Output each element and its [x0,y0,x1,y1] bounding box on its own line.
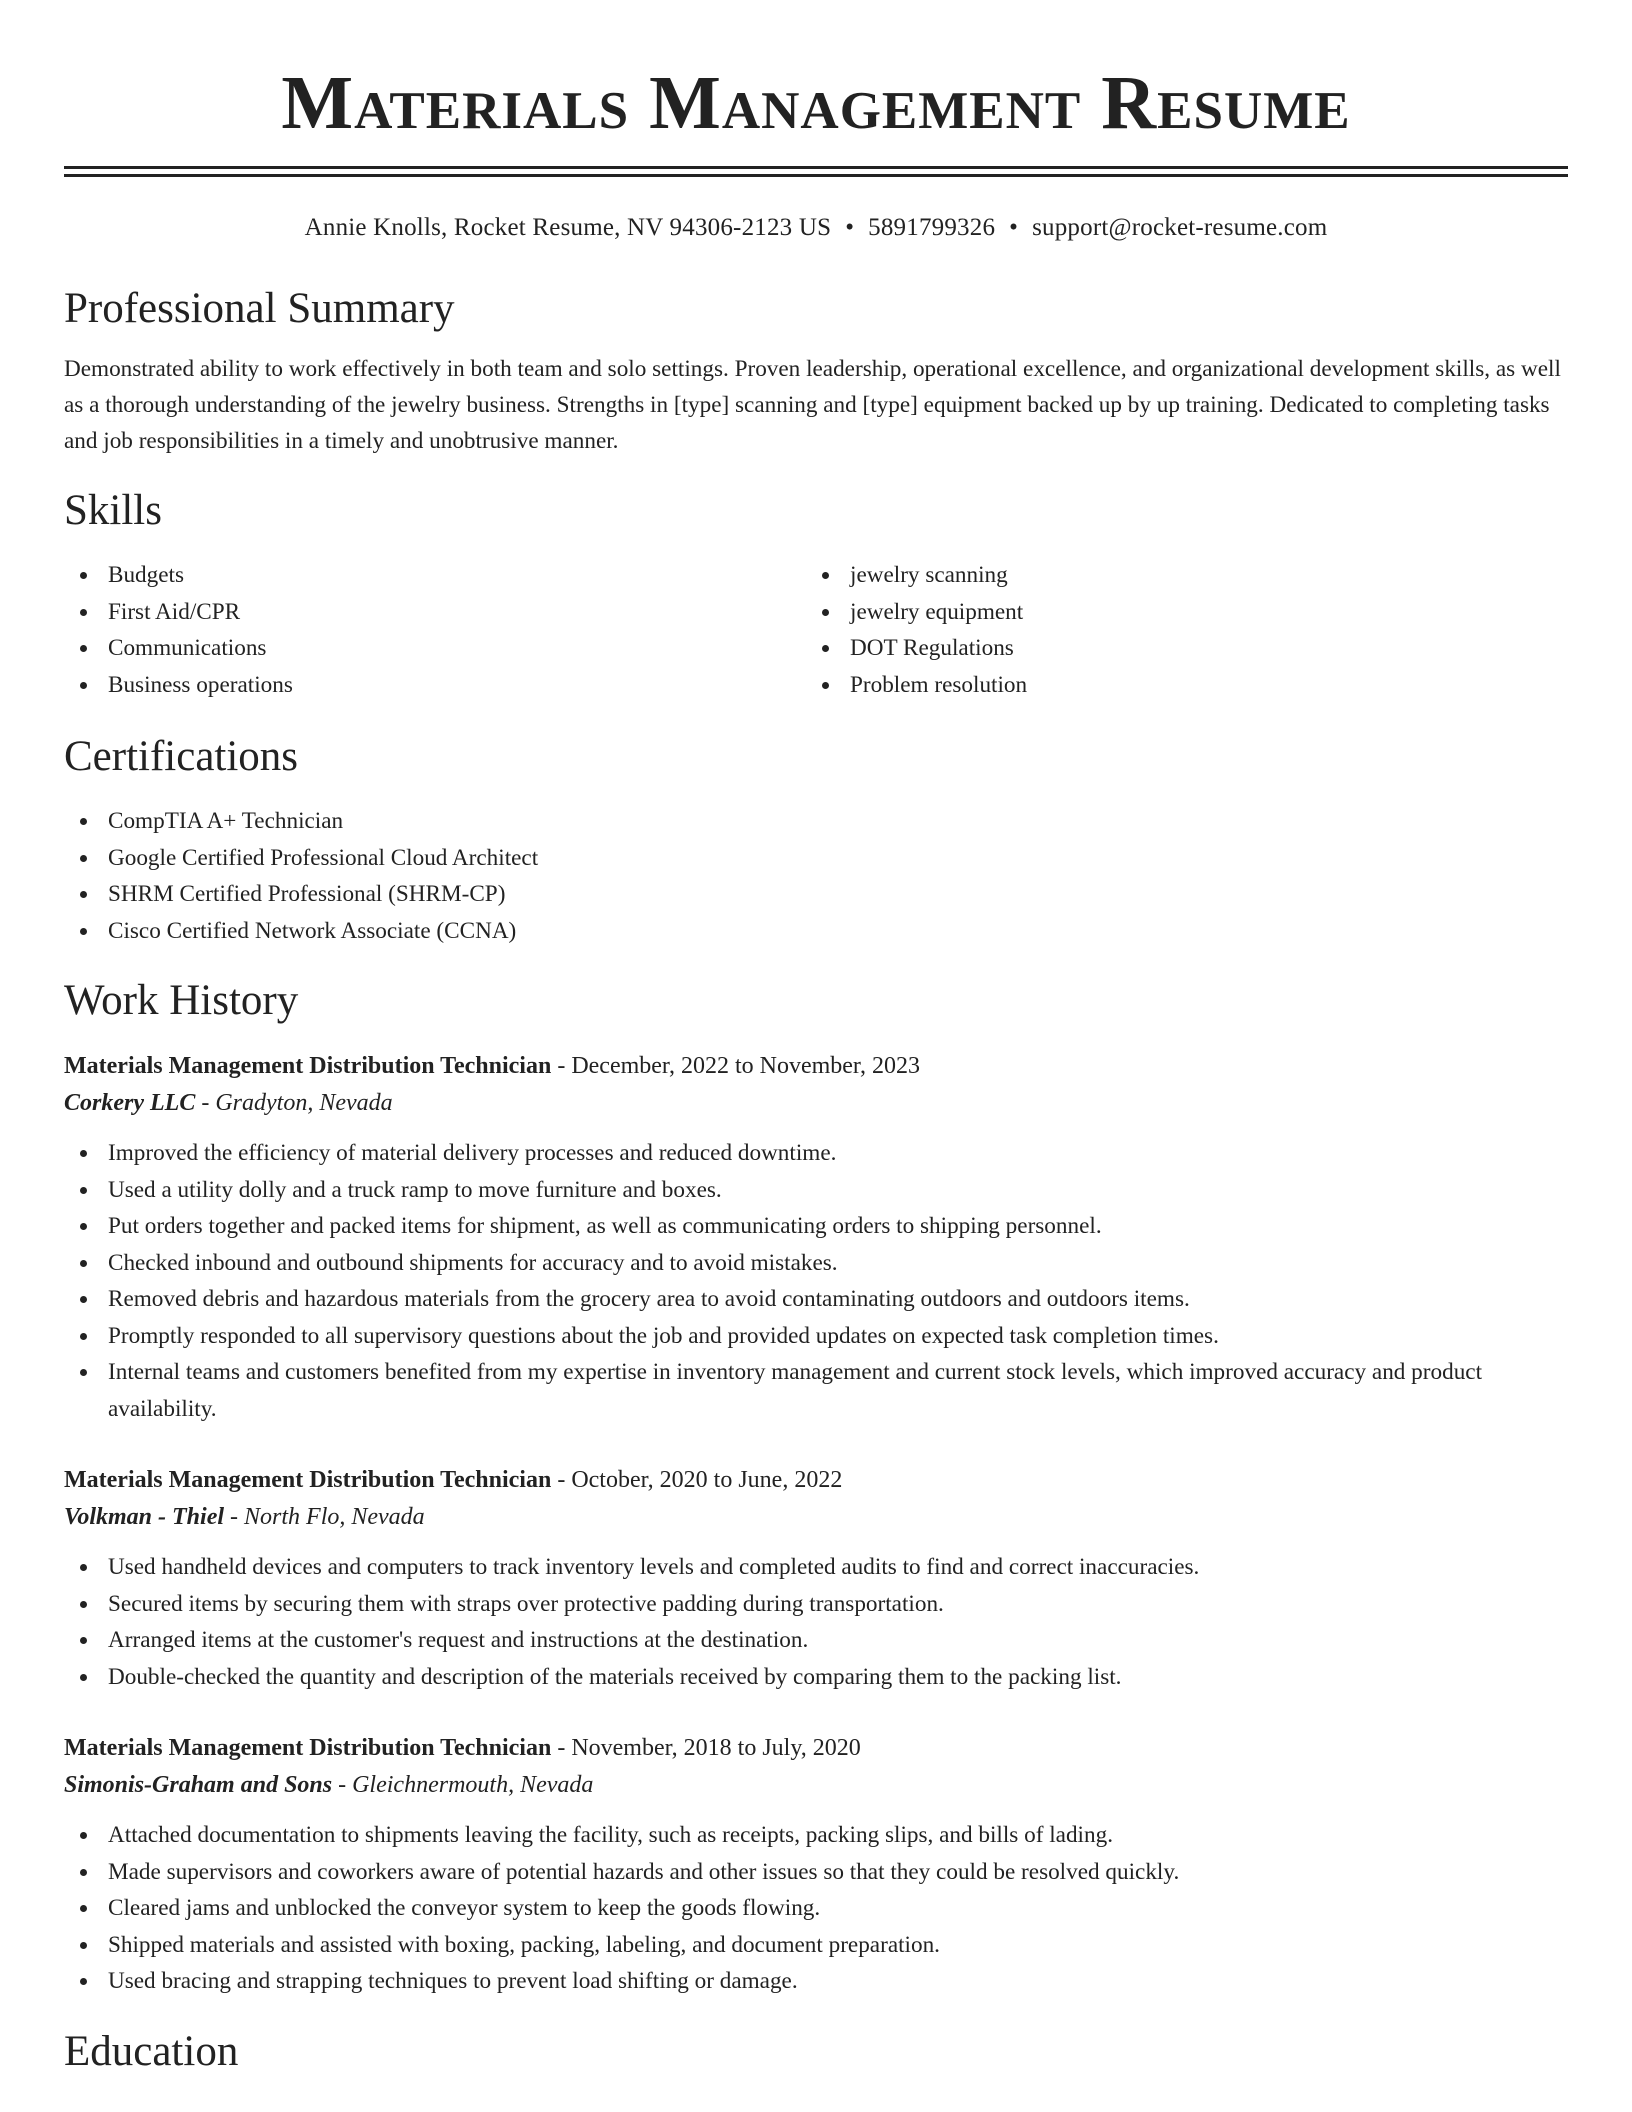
job-header [64,1049,1568,1083]
education-section [64,2026,1568,2078]
job-header [64,1463,1568,1497]
resume-page [64,0,1568,2078]
job-title: Materials Management Distribution Technician [64,1467,552,1493]
job-duties-list [64,1817,1568,2000]
certification-item: Cisco Certified Network Associate (CCNA) [64,913,1568,950]
contact-line [64,213,1568,243]
job-duties-list [64,1549,1568,1695]
job-duty-item: Internal teams and customers benefited from my expertise in inventory management and current stock levels, which improved accuracy and product availability. [64,1354,1568,1427]
job-title: Materials Management Distribution Technician [64,1735,552,1761]
skills-list-right [806,557,1548,703]
job-duty-item: Secured items by securing them with straps over protective padding during transportation. [64,1586,1568,1623]
skill-item: First Aid/CPR [64,594,806,631]
certifications-list [64,803,1568,949]
job-duty-item: Put orders together and packed items for shipment, as well as communicating orders to shipping personnel. [64,1208,1568,1245]
certification-item: CompTIA A+ Technician [64,803,1568,840]
job-entry [64,1049,1568,1427]
work-history-heading: Work History [64,977,299,1024]
certification-item: Google Certified Professional Cloud Architect [64,840,1568,877]
job-company: Volkman - Thiel [64,1504,225,1530]
job-duty-item: Checked inbound and outbound shipments for accuracy and to avoid mistakes. [64,1245,1568,1282]
job-employer-line [64,1083,1568,1123]
skill-item: Business operations [64,667,806,704]
summary-heading: Professional Summary [64,285,455,332]
title-divider-top [64,166,1568,169]
skill-item: Budgets [64,557,806,594]
skill-item: Communications [64,630,806,667]
job-duty-item: Used bracing and strapping techniques to prevent load shifting or damage. [64,1963,1568,2000]
skill-item: Problem resolution [806,667,1548,704]
contact-address: Annie Knolls, Rocket Resume, NV 94306-2123 US [304,214,832,241]
skills-list-left [64,557,806,703]
job-header [64,1731,1568,1765]
job-employer-line [64,1765,1568,1805]
job-company: Corkery LLC [64,1090,196,1116]
job-duty-item: Used a utility dolly and a truck ramp to move furniture and boxes. [64,1172,1568,1209]
resume-title: Materials Management Resume [281,61,1351,145]
summary-section [64,283,1568,459]
job-location: - Gleichnermouth, Nevada [332,1772,594,1798]
job-duty-item: Promptly responded to all supervisory questions about the job and provided updates on expected task completion times. [64,1318,1568,1355]
certification-item: SHRM Certified Professional (SHRM-CP) [64,876,1568,913]
job-duty-item: Made supervisors and coworkers aware of potential hazards and other issues so that they could be resolved quickly. [64,1854,1568,1891]
job-title: Materials Management Distribution Technician [64,1053,552,1079]
skill-item: DOT Regulations [806,630,1548,667]
skills-grid [64,557,1568,703]
job-duty-item: Double-checked the quantity and description of the materials received by comparing them to the packing list. [64,1659,1568,1696]
job-location: - North Flo, Nevada [224,1504,425,1530]
contact-phone: 5891799326 [868,214,996,241]
job-employer-line [64,1497,1568,1537]
job-duty-item: Shipped materials and assisted with boxing, packing, labeling, and document preparation. [64,1927,1568,1964]
certifications-heading: Certifications [64,733,299,780]
contact-separator: • [845,214,855,241]
job-company: Simonis-Graham and Sons [64,1772,333,1798]
job-dates: - November, 2018 to July, 2020 [551,1735,861,1761]
job-duty-item: Attached documentation to shipments leaving the facility, such as receipts, packing slips, and bills of lading. [64,1817,1568,1854]
contact-email[interactable]: support@rocket-resume.com [1032,214,1328,241]
job-duty-item: Removed debris and hazardous materials from the grocery area to avoid contaminating outdoors and outdoors items. [64,1281,1568,1318]
skills-heading: Skills [64,487,162,534]
job-duty-item: Used handheld devices and computers to track inventory levels and completed audits to find and correct inaccuracies. [64,1549,1568,1586]
certifications-section [64,731,1568,949]
job-entry [64,1731,1568,2000]
education-heading: Education [64,2027,239,2075]
job-dates: - October, 2020 to June, 2022 [551,1467,843,1493]
title-divider-bottom [64,174,1568,177]
work-history-section [64,975,1568,2000]
skill-item: jewelry scanning [806,557,1548,594]
job-entry [64,1463,1568,1695]
skills-section [64,485,1568,703]
job-dates: - December, 2022 to November, 2023 [551,1053,920,1079]
job-duty-item: Cleared jams and unblocked the conveyor system to keep the goods flowing. [64,1890,1568,1927]
job-duties-list [64,1135,1568,1427]
job-duty-item: Improved the efficiency of material delivery processes and reduced downtime. [64,1135,1568,1172]
job-location: - Gradyton, Nevada [195,1090,393,1116]
summary-text: Demonstrated ability to work effectively in both team and solo settings. Proven leadership, operational excellence, and organizational development skills, as well as a thorough understanding of the jewelry business. Strengths in [type] scanning and [type] equipment backed up by up training. Dedicated to completing tasks and job responsibilities in a timely and unobtrusive manner. [64,356,1561,454]
job-duty-item: Arranged items at the customer's request and instructions at the destination. [64,1622,1568,1659]
contact-separator: • [1009,214,1019,241]
skill-item: jewelry equipment [806,594,1548,631]
